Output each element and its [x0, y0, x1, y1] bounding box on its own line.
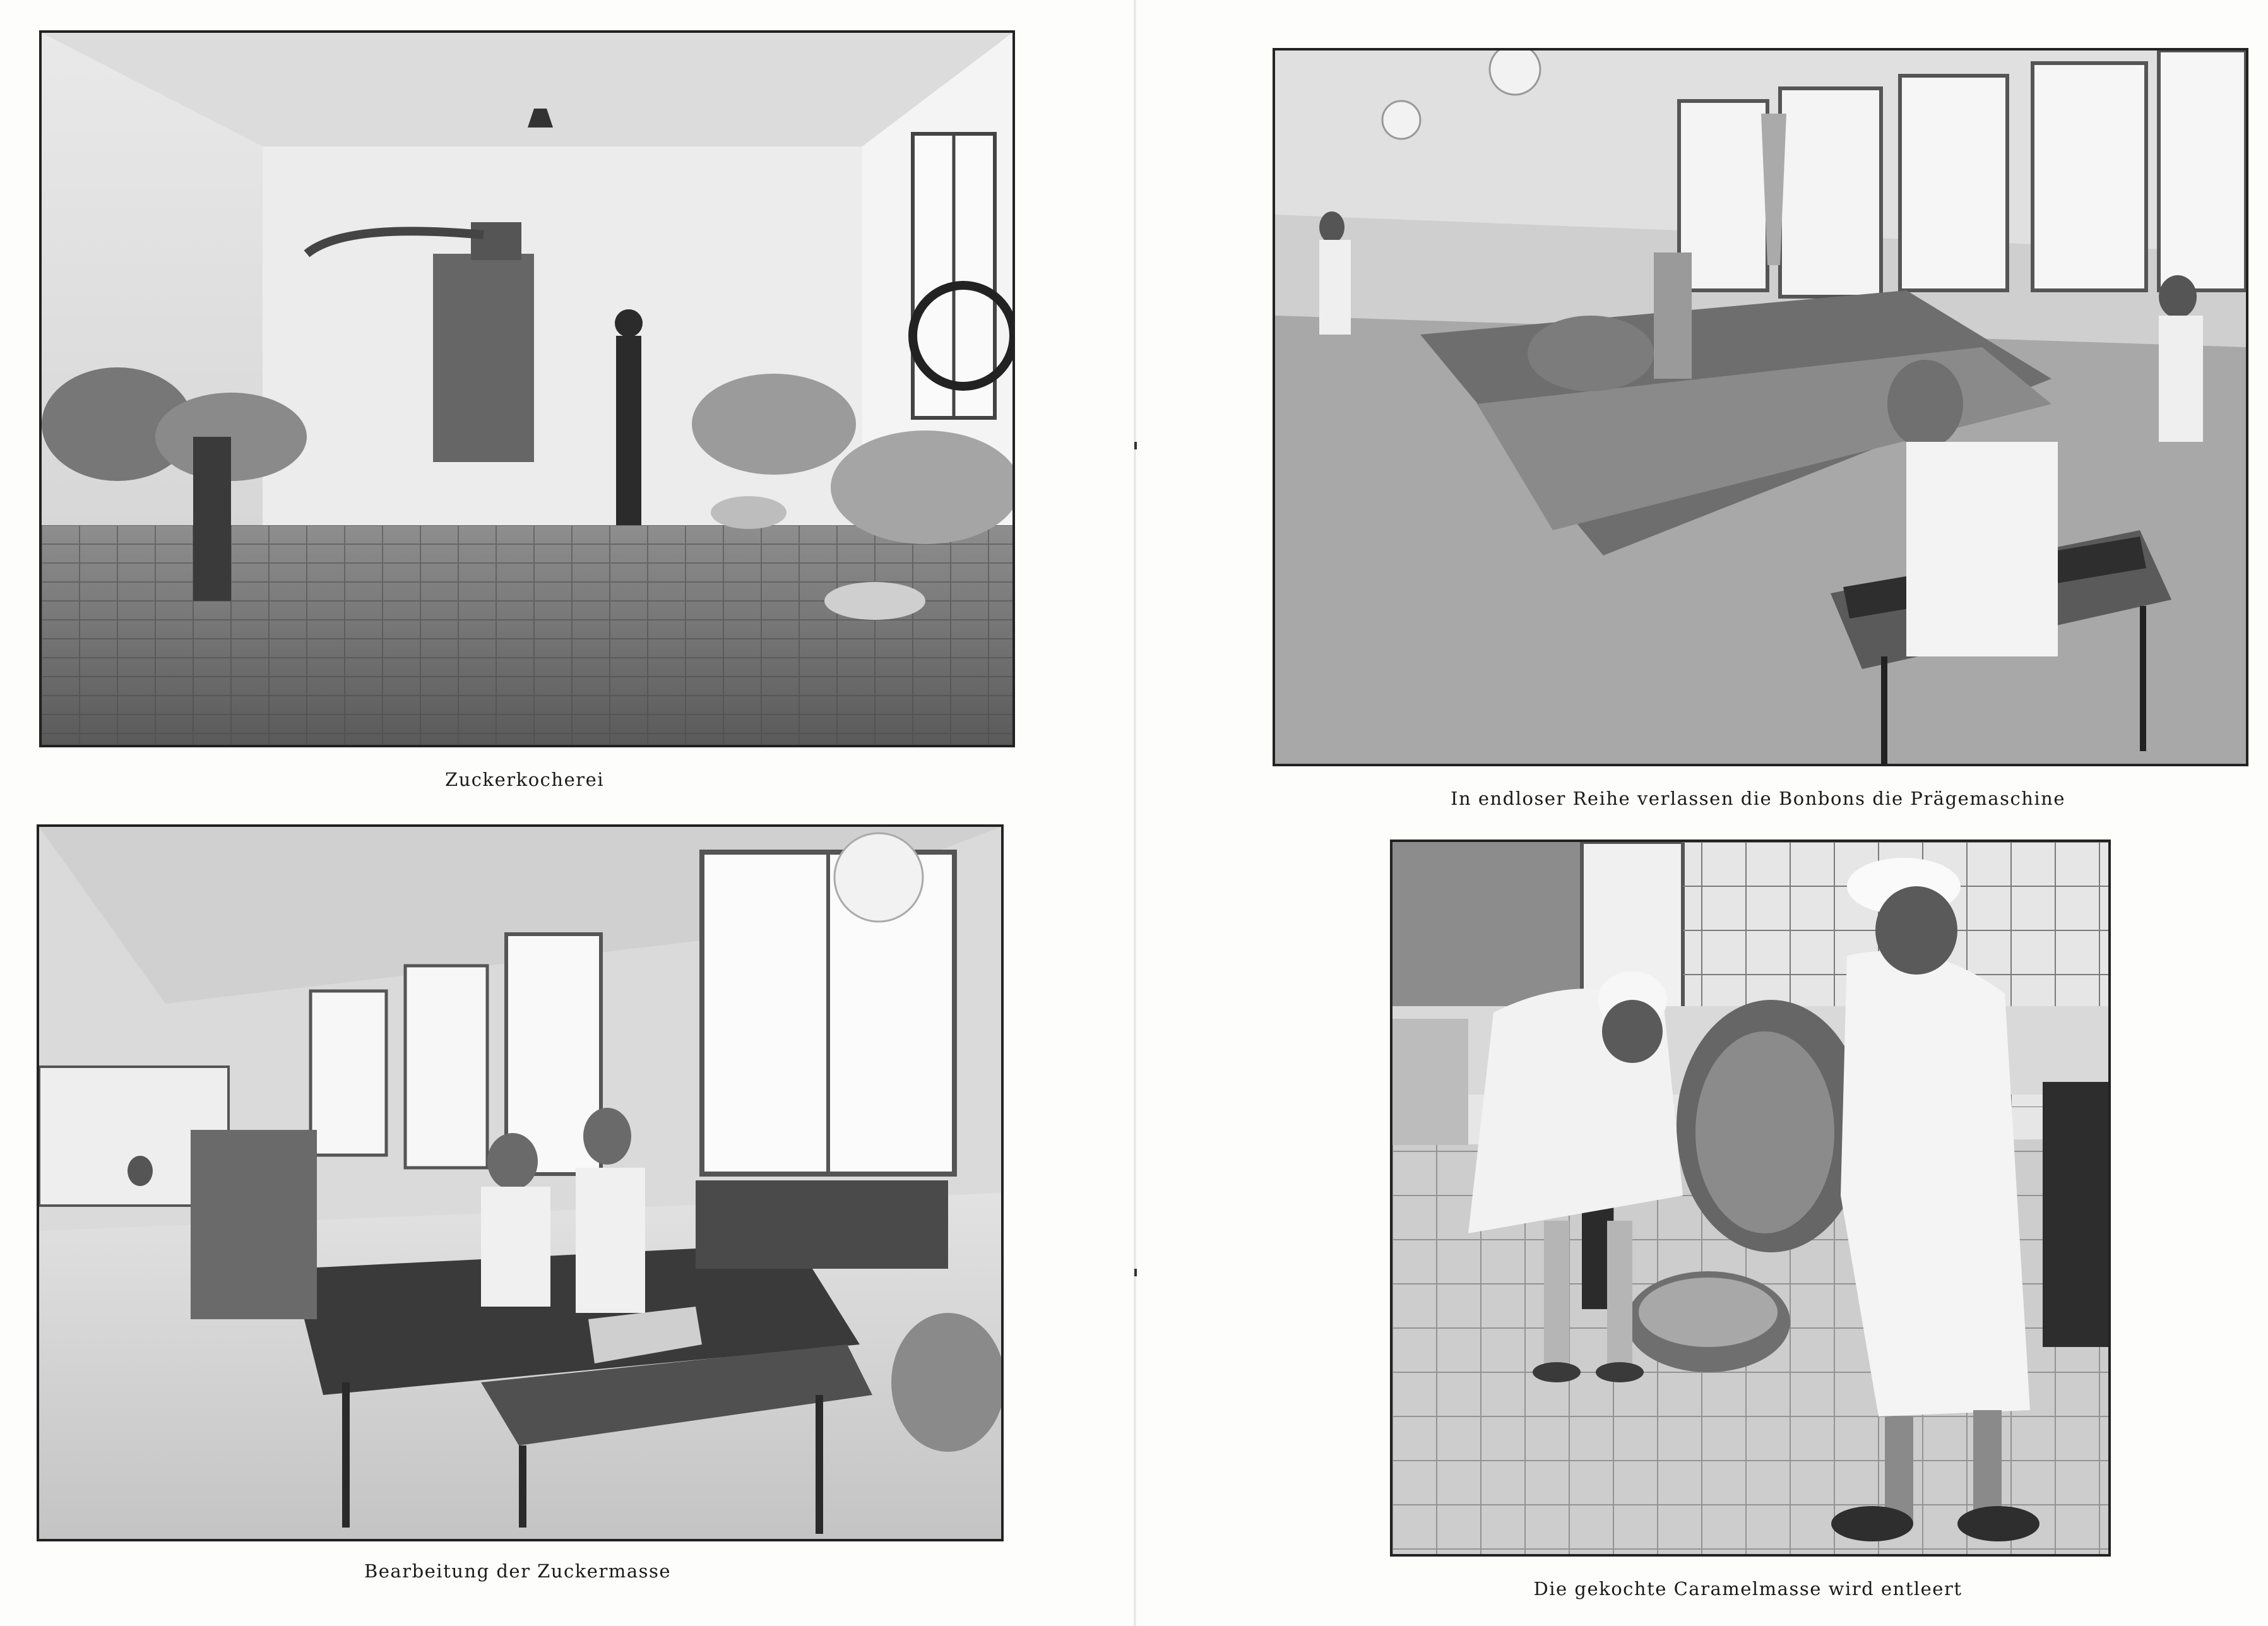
gutter-tick: [1134, 442, 1137, 449]
page-gutter: [1134, 0, 1136, 1626]
caption-embossing-machine-line: In endloser Reihe verlassen die Bonbons die Prägemaschine: [1450, 788, 2066, 809]
photo-embossing-machine-line-image: [1275, 50, 2246, 764]
caption-caramel-mass-emptying: Die gekochte Caramelmasse wird entleert: [1533, 1578, 1962, 1599]
photo-sugar-mass-processing: [37, 824, 1004, 1541]
caption-sugar-boiling-room: Zuckerkocherei: [444, 769, 605, 790]
photo-sugar-boiling-room-image: [42, 33, 1012, 745]
photo-sugar-mass-processing-image: [39, 827, 1001, 1539]
gutter-tick: [1134, 1269, 1137, 1276]
caption-sugar-mass-processing: Bearbeitung der Zuckermasse: [364, 1560, 672, 1582]
photo-sugar-boiling-room: [39, 30, 1015, 747]
photo-caramel-mass-emptying: [1390, 840, 2111, 1557]
photo-caramel-mass-emptying-image: [1392, 842, 2108, 1554]
photo-embossing-machine-line: [1273, 48, 2248, 766]
